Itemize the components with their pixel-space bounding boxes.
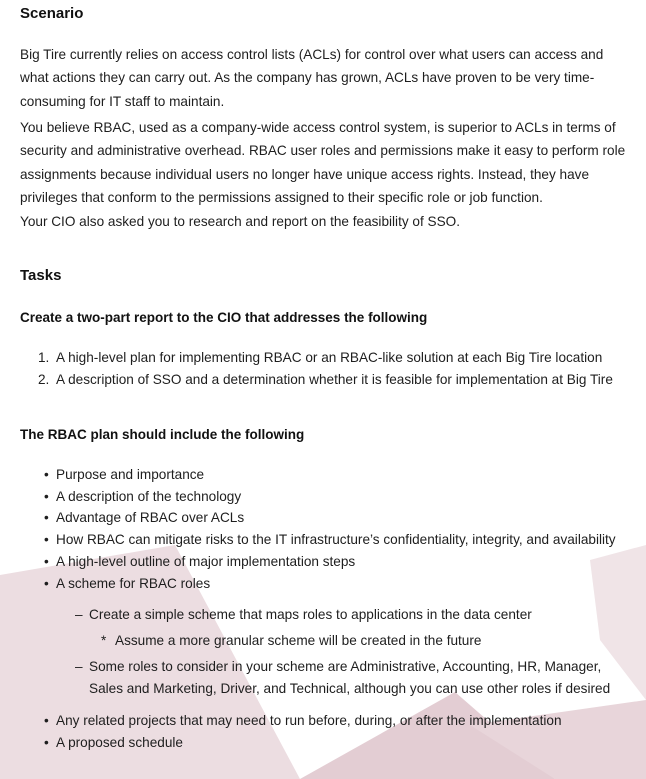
scheme-subitem-1-detail: * Assume a more granular scheme will be created in the future — [101, 633, 482, 648]
tasks-heading: Tasks — [20, 267, 62, 284]
list-item: • Advantage of RBAC over ACLs — [44, 510, 245, 526]
list-item: 2. A description of SSO and a determination whether it is feasible for implementation at Big Tire — [38, 371, 613, 387]
scheme-subitem-1: – Create a simple scheme that maps roles to applications in the data center — [75, 607, 532, 622]
scenario-paragraph-3: Your CIO also asked you to research and report on the feasibility of SSO. — [20, 214, 461, 229]
list-item: • A proposed schedule — [44, 734, 183, 750]
scenario-heading: Scenario — [20, 5, 84, 22]
list-item: • Purpose and importance — [44, 467, 205, 482]
report-heading: Create a two-part report to the CIO that addresses the following — [20, 310, 428, 325]
list-item: • Any related projects that may need to run before, during, or after the implementation — [44, 713, 562, 728]
list-item: 1. A high-level plan for implementing RBAC or an RBAC-like solution at each Big Tire location — [38, 350, 603, 365]
scenario-paragraph-1: Big Tire currently relies on access control lists (ACLs) for control over what users can access and what actions they can carry out. As the company has grown, ACLs have proven to be very time-consuming for IT staff to maintain. — [20, 47, 604, 109]
list-item: • How RBAC can mitigate risks to the IT infrastructure’s confidentiality, integrity, and availability — [44, 532, 616, 548]
list-item: • A high-level outline of major implementation steps — [44, 553, 356, 569]
rbac-list-continued — [44, 710, 562, 753]
scheme-subitem-2: – Some roles to consider in your scheme are Administrative, Accounting, HR, Manager, Sales and Marketing, Driver, and Technical, although you can use other roles if desired — [75, 659, 611, 696]
rbac-heading: The RBAC plan should include the following — [20, 427, 305, 442]
list-item: • A description of the technology — [44, 488, 242, 504]
rbac-list — [44, 464, 616, 594]
scenario-paragraph-2: You believe RBAC, used as a company-wide access control system, is superior to ACLs in terms of security and administrative overhead. RBAC user roles and permissions make it easy to perform role assignments because individual users no longer have unique access rights. Instead, they have privileges that conform to the permissions assigned to their specific role or job function. — [20, 120, 626, 206]
report-list — [38, 347, 613, 390]
list-item: • A scheme for RBAC roles — [44, 575, 211, 591]
